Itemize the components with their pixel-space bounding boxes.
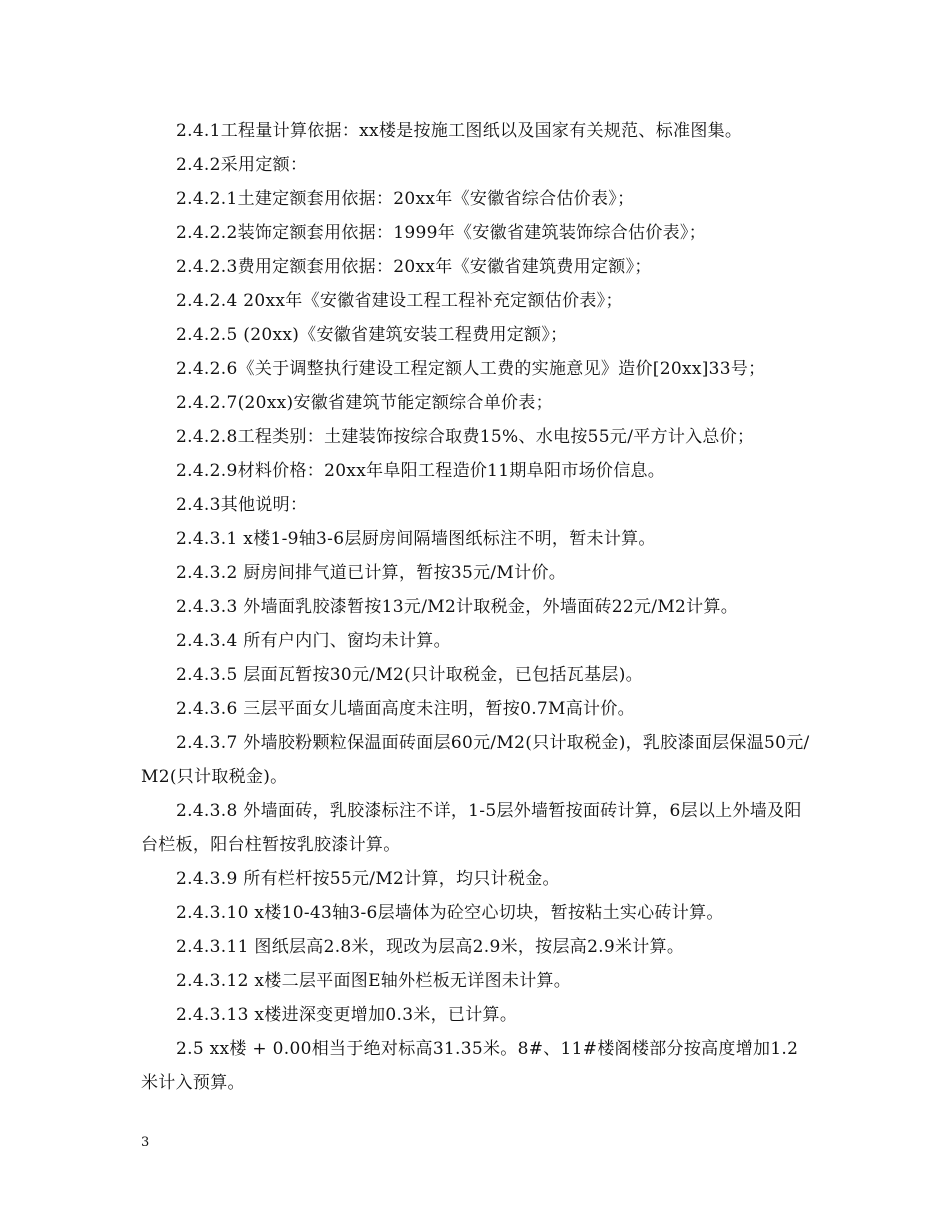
paragraph-2-4-2-2: 2.4.2.2装饰定额套用依据：1999年《安徽省建筑装饰综合估价表》； — [176, 223, 707, 243]
paragraph-2-4-3-12: 2.4.3.12 x楼二层平面图E轴外栏板无详图未计算。 — [176, 971, 572, 991]
paragraph-2-4-3-13: 2.4.3.13 x楼进深变更增加0.3米，已计算。 — [176, 1005, 518, 1025]
paragraph-2-4-3-7: 2.4.3.7 外墙胶粉颗粒保温面砖面层60元/M2(只计取税金)，乳胶漆面层保温50元/M2(只计取税金)。 — [141, 733, 810, 787]
paragraph-2-4-3-5: 2.4.3.5 层面瓦暂按30元/M2(只计取税金，已包括瓦基层)。 — [176, 665, 643, 685]
paragraph-2-4-2-6: 2.4.2.6《关于调整执行建设工程定额人工费的实施意见》造价[20xx]33号； — [176, 359, 766, 379]
paragraph-2-4-3-6: 2.4.3.6 三层平面女儿墙面高度未注明，暂按0.7M高计价。 — [176, 699, 635, 719]
paragraph-2-4-2-1: 2.4.2.1土建定额套用依据：20xx年《安徽省综合估价表》； — [176, 189, 635, 209]
paragraph-2-4-2-8: 2.4.2.8工程类别：土建装饰按综合取费15%、水电按55元/平方计入总价； — [176, 427, 755, 447]
paragraph-2-4-3-3: 2.4.3.3 外墙面乳胶漆暂按13元/M2计取税金，外墙面砖22元/M2计算。 — [176, 597, 739, 617]
paragraph-2-4-2-4: 2.4.2.4 20xx年《安徽省建设工程工程补充定额估价表》； — [176, 291, 623, 311]
paragraph-2-4-2: 2.4.2采用定额： — [176, 155, 308, 175]
paragraph-2-4-3-2: 2.4.3.2 厨房间排气道已计算，暂按35元/M计价。 — [176, 563, 567, 583]
paragraph-2-4-3: 2.4.3其他说明： — [176, 495, 308, 515]
page-number: 3 — [141, 1135, 150, 1150]
paragraph-2-4-2-7: 2.4.2.7(20xx)安徽省建筑节能定额综合单价表； — [176, 393, 553, 413]
paragraph-2-4-1: 2.4.1工程量计算依据：xx楼是按施工图纸以及国家有关规范、标准图集。 — [176, 121, 743, 141]
paragraph-2-4-3-9: 2.4.3.9 所有栏杆按55元/M2计算，均只计税金。 — [176, 869, 560, 889]
paragraph-2-4-3-4: 2.4.3.4 所有户内门、窗均未计算。 — [176, 631, 451, 651]
paragraph-2-4-3-11: 2.4.3.11 图纸层高2.8米，现改为层高2.9米，按层高2.9米计算。 — [176, 937, 685, 957]
paragraph-2-4-2-3: 2.4.2.3费用定额套用依据：20xx年《安徽省建筑费用定额》； — [176, 257, 652, 277]
paragraph-2-4-2-9: 2.4.2.9材料价格：20xx年阜阳工程造价11期阜阳市场价信息。 — [176, 461, 666, 481]
paragraph-2-4-3-8: 2.4.3.8 外墙面砖，乳胶漆标注不详，1-5层外墙暂按面砖计算，6层以上外墙及阳台栏板，阳台柱暂按乳胶漆计算。 — [141, 801, 802, 855]
paragraph-2-5: 2.5 xx楼 + 0.00相当于绝对标高31.35米。8#、11#楼阁楼部分按高度增加1.2米计入预算。 — [141, 1039, 799, 1093]
paragraph-2-4-2-5: 2.4.2.5 (20xx)《安徽省建筑安装工程费用定额》； — [176, 325, 568, 345]
paragraph-2-4-3-10: 2.4.3.10 x楼10-43轴3-6层墙体为砼空心切块，暂按粘土实心砖计算。 — [176, 903, 724, 923]
paragraph-2-4-3-1: 2.4.3.1 x楼1-9轴3-6层厨房间隔墙图纸标注不明，暂未计算。 — [176, 529, 656, 549]
